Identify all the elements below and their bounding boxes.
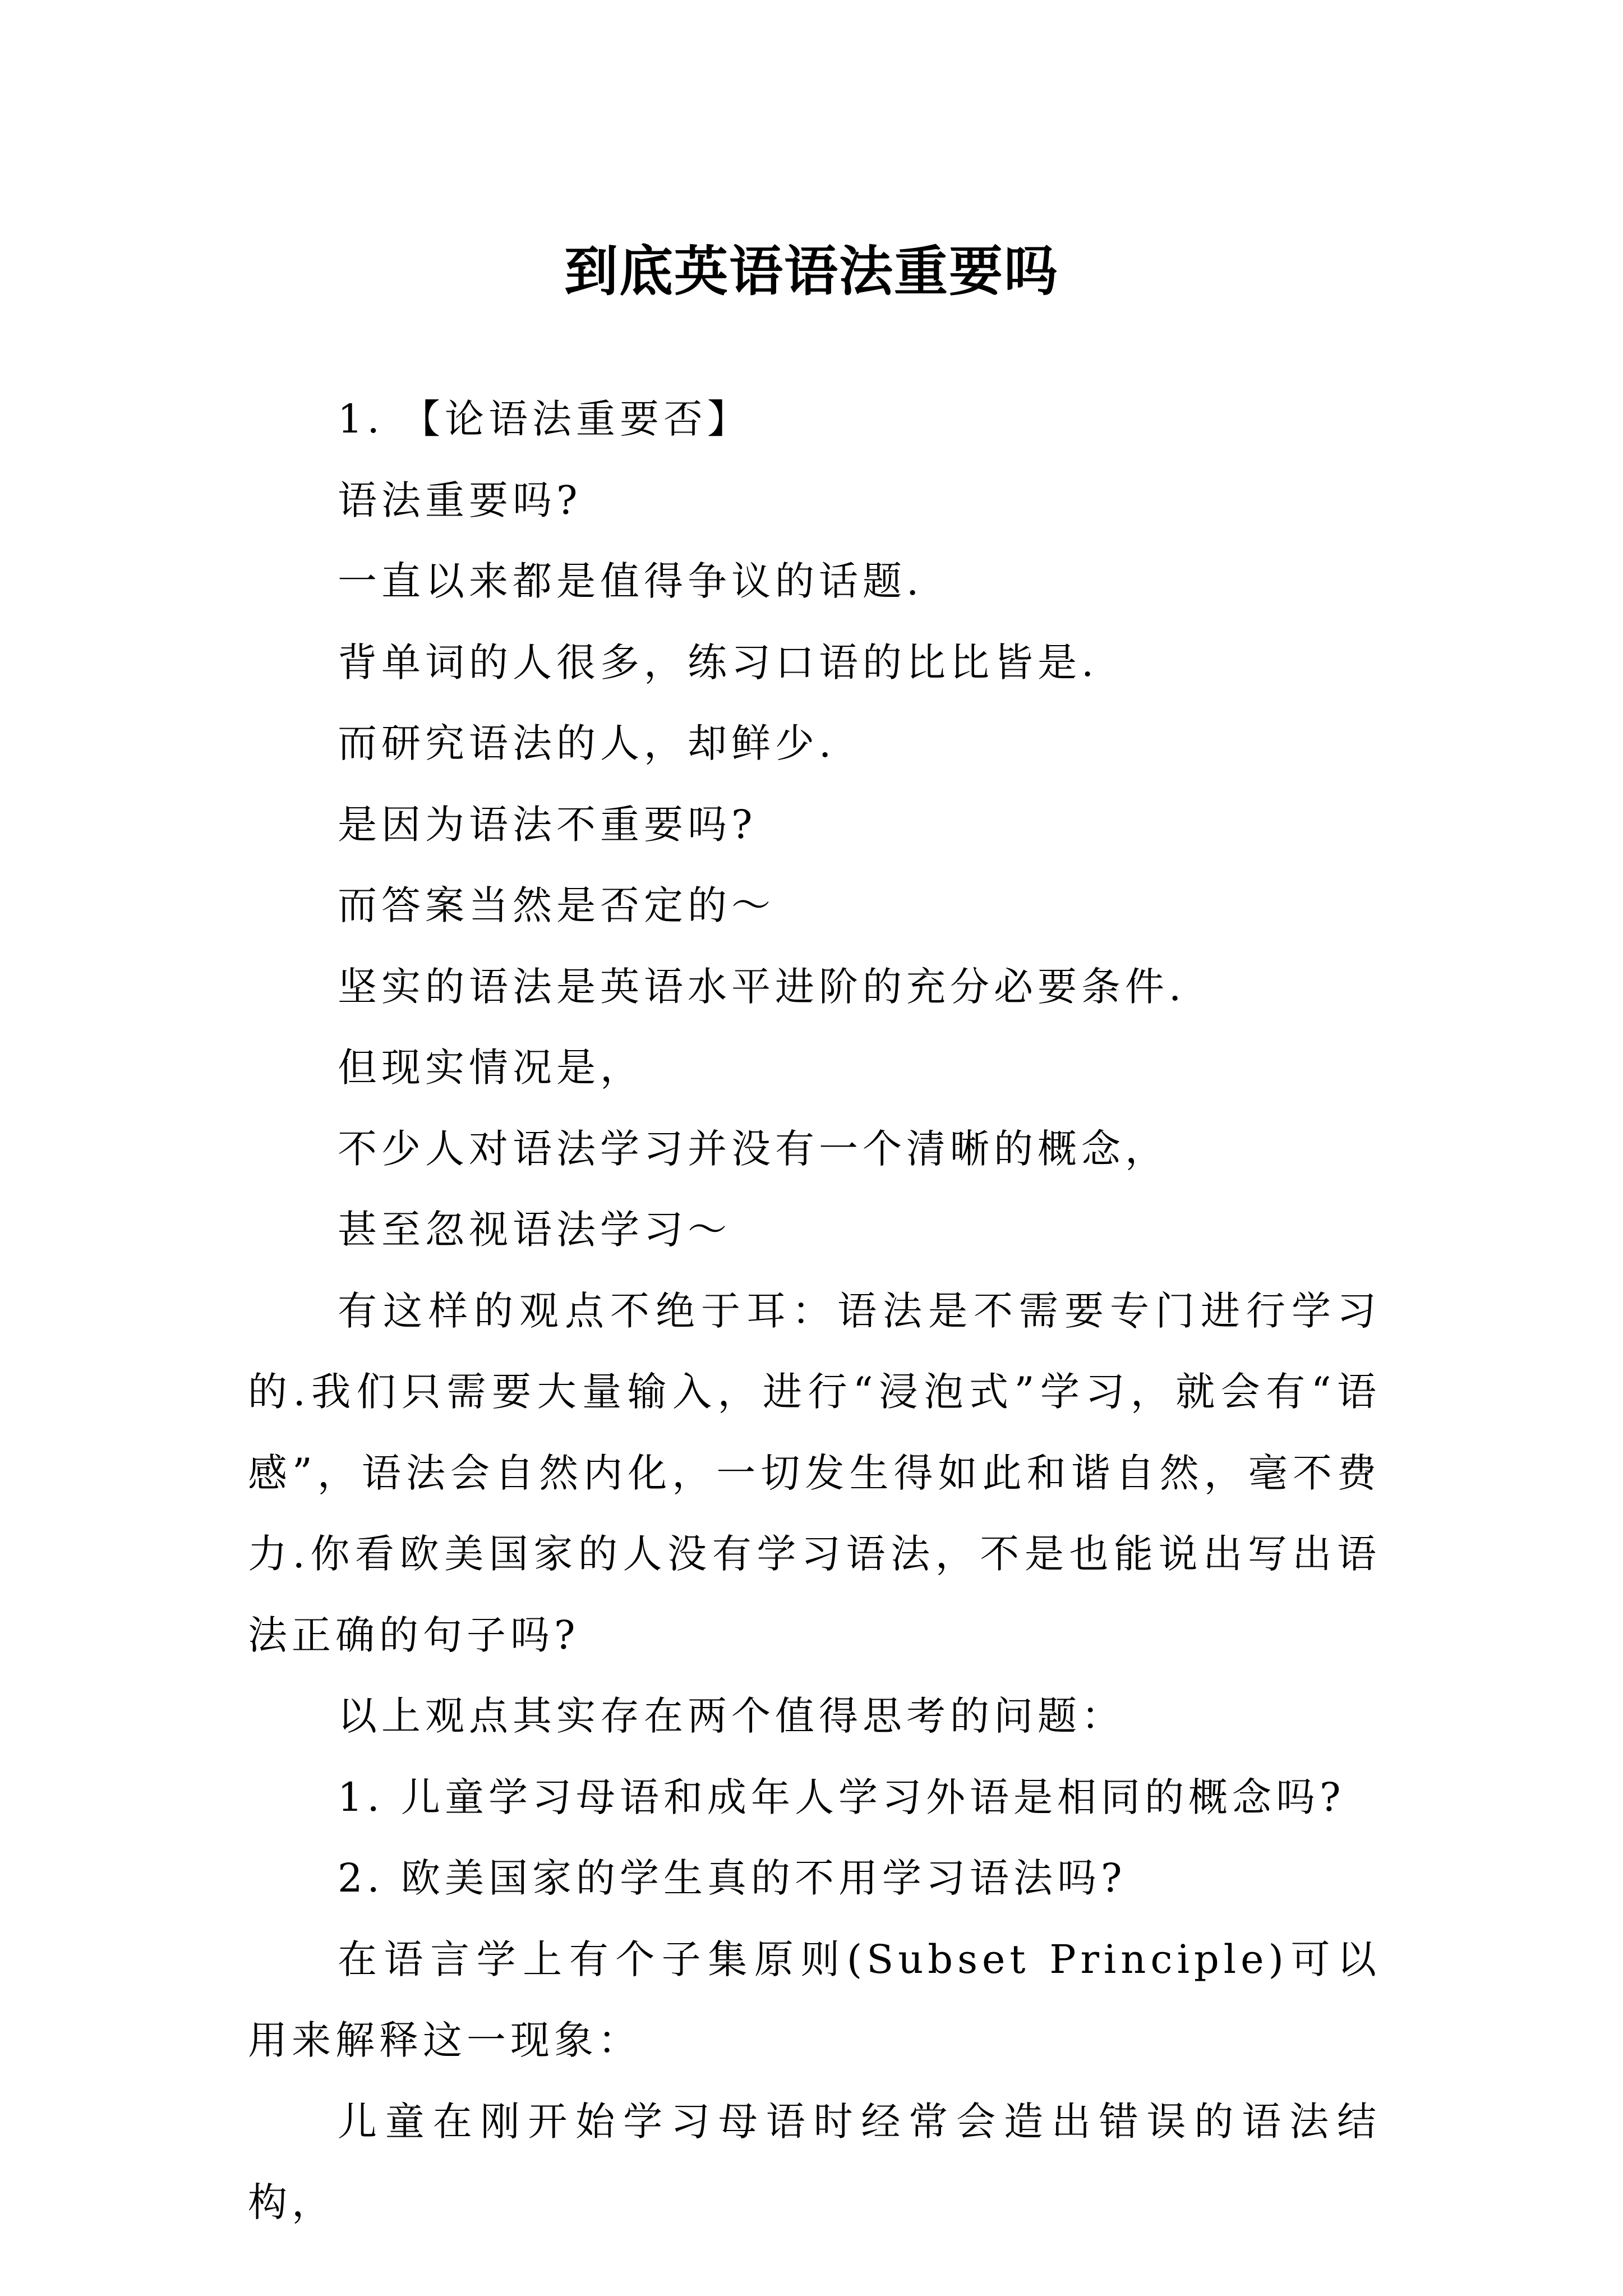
- paragraph-list-item: 1. 儿童学习母语和成年人学习外语是相同的概念吗?: [338, 1774, 1345, 1820]
- paragraph: 以上观点其实存在两个值得思考的问题：: [338, 1693, 1125, 1739]
- paragraph: 不少人对语法学习并没有一个清晰的概念，: [338, 1125, 1169, 1172]
- paragraph: 背单词的人很多，练习口语的比比皆是.: [338, 639, 1099, 685]
- document-body: [248, 379, 1381, 2243]
- paragraph: 语法重要吗?: [338, 477, 582, 523]
- paragraph: 而答案当然是否定的～: [338, 882, 775, 928]
- paragraph: 坚实的语法是英语水平进阶的充分必要条件.: [338, 963, 1186, 1010]
- paragraph: 是因为语法不重要吗?: [338, 801, 757, 848]
- paragraph: 儿童在刚开始学习母语时经常会造出错误的语法结构，: [248, 2098, 1381, 2225]
- paragraph: 甚至忽视语法学习～: [338, 1207, 731, 1253]
- paragraph-section-heading: 1. 【论语法重要否】: [338, 396, 751, 442]
- paragraph: 在语言学上有个子集原则(Subset Principle)可以用来解释这一现象：: [248, 1936, 1381, 2063]
- paragraph: 有这样的观点不绝于耳：语法是不需要专门进行学习的.我们只需要大量输入，进行“浸泡式”学习，就会有“语感”，语法会自然内化，一切发生得如此和谐自然，毫不费力.你看欧美国家的人没有学习语法，不是也能说出写出语法正确的句子吗?: [248, 1287, 1381, 1658]
- paragraph-list-item: 2. 欧美国家的学生真的不用学习语法吗?: [338, 1855, 1127, 1901]
- paragraph: 但现实情况是，: [338, 1045, 644, 1091]
- paragraph: 一直以来都是值得争议的话题.: [338, 558, 924, 604]
- paragraph: 而研究语法的人，却鲜少.: [338, 720, 836, 766]
- document-title: 到底英语语法重要吗: [564, 240, 1059, 303]
